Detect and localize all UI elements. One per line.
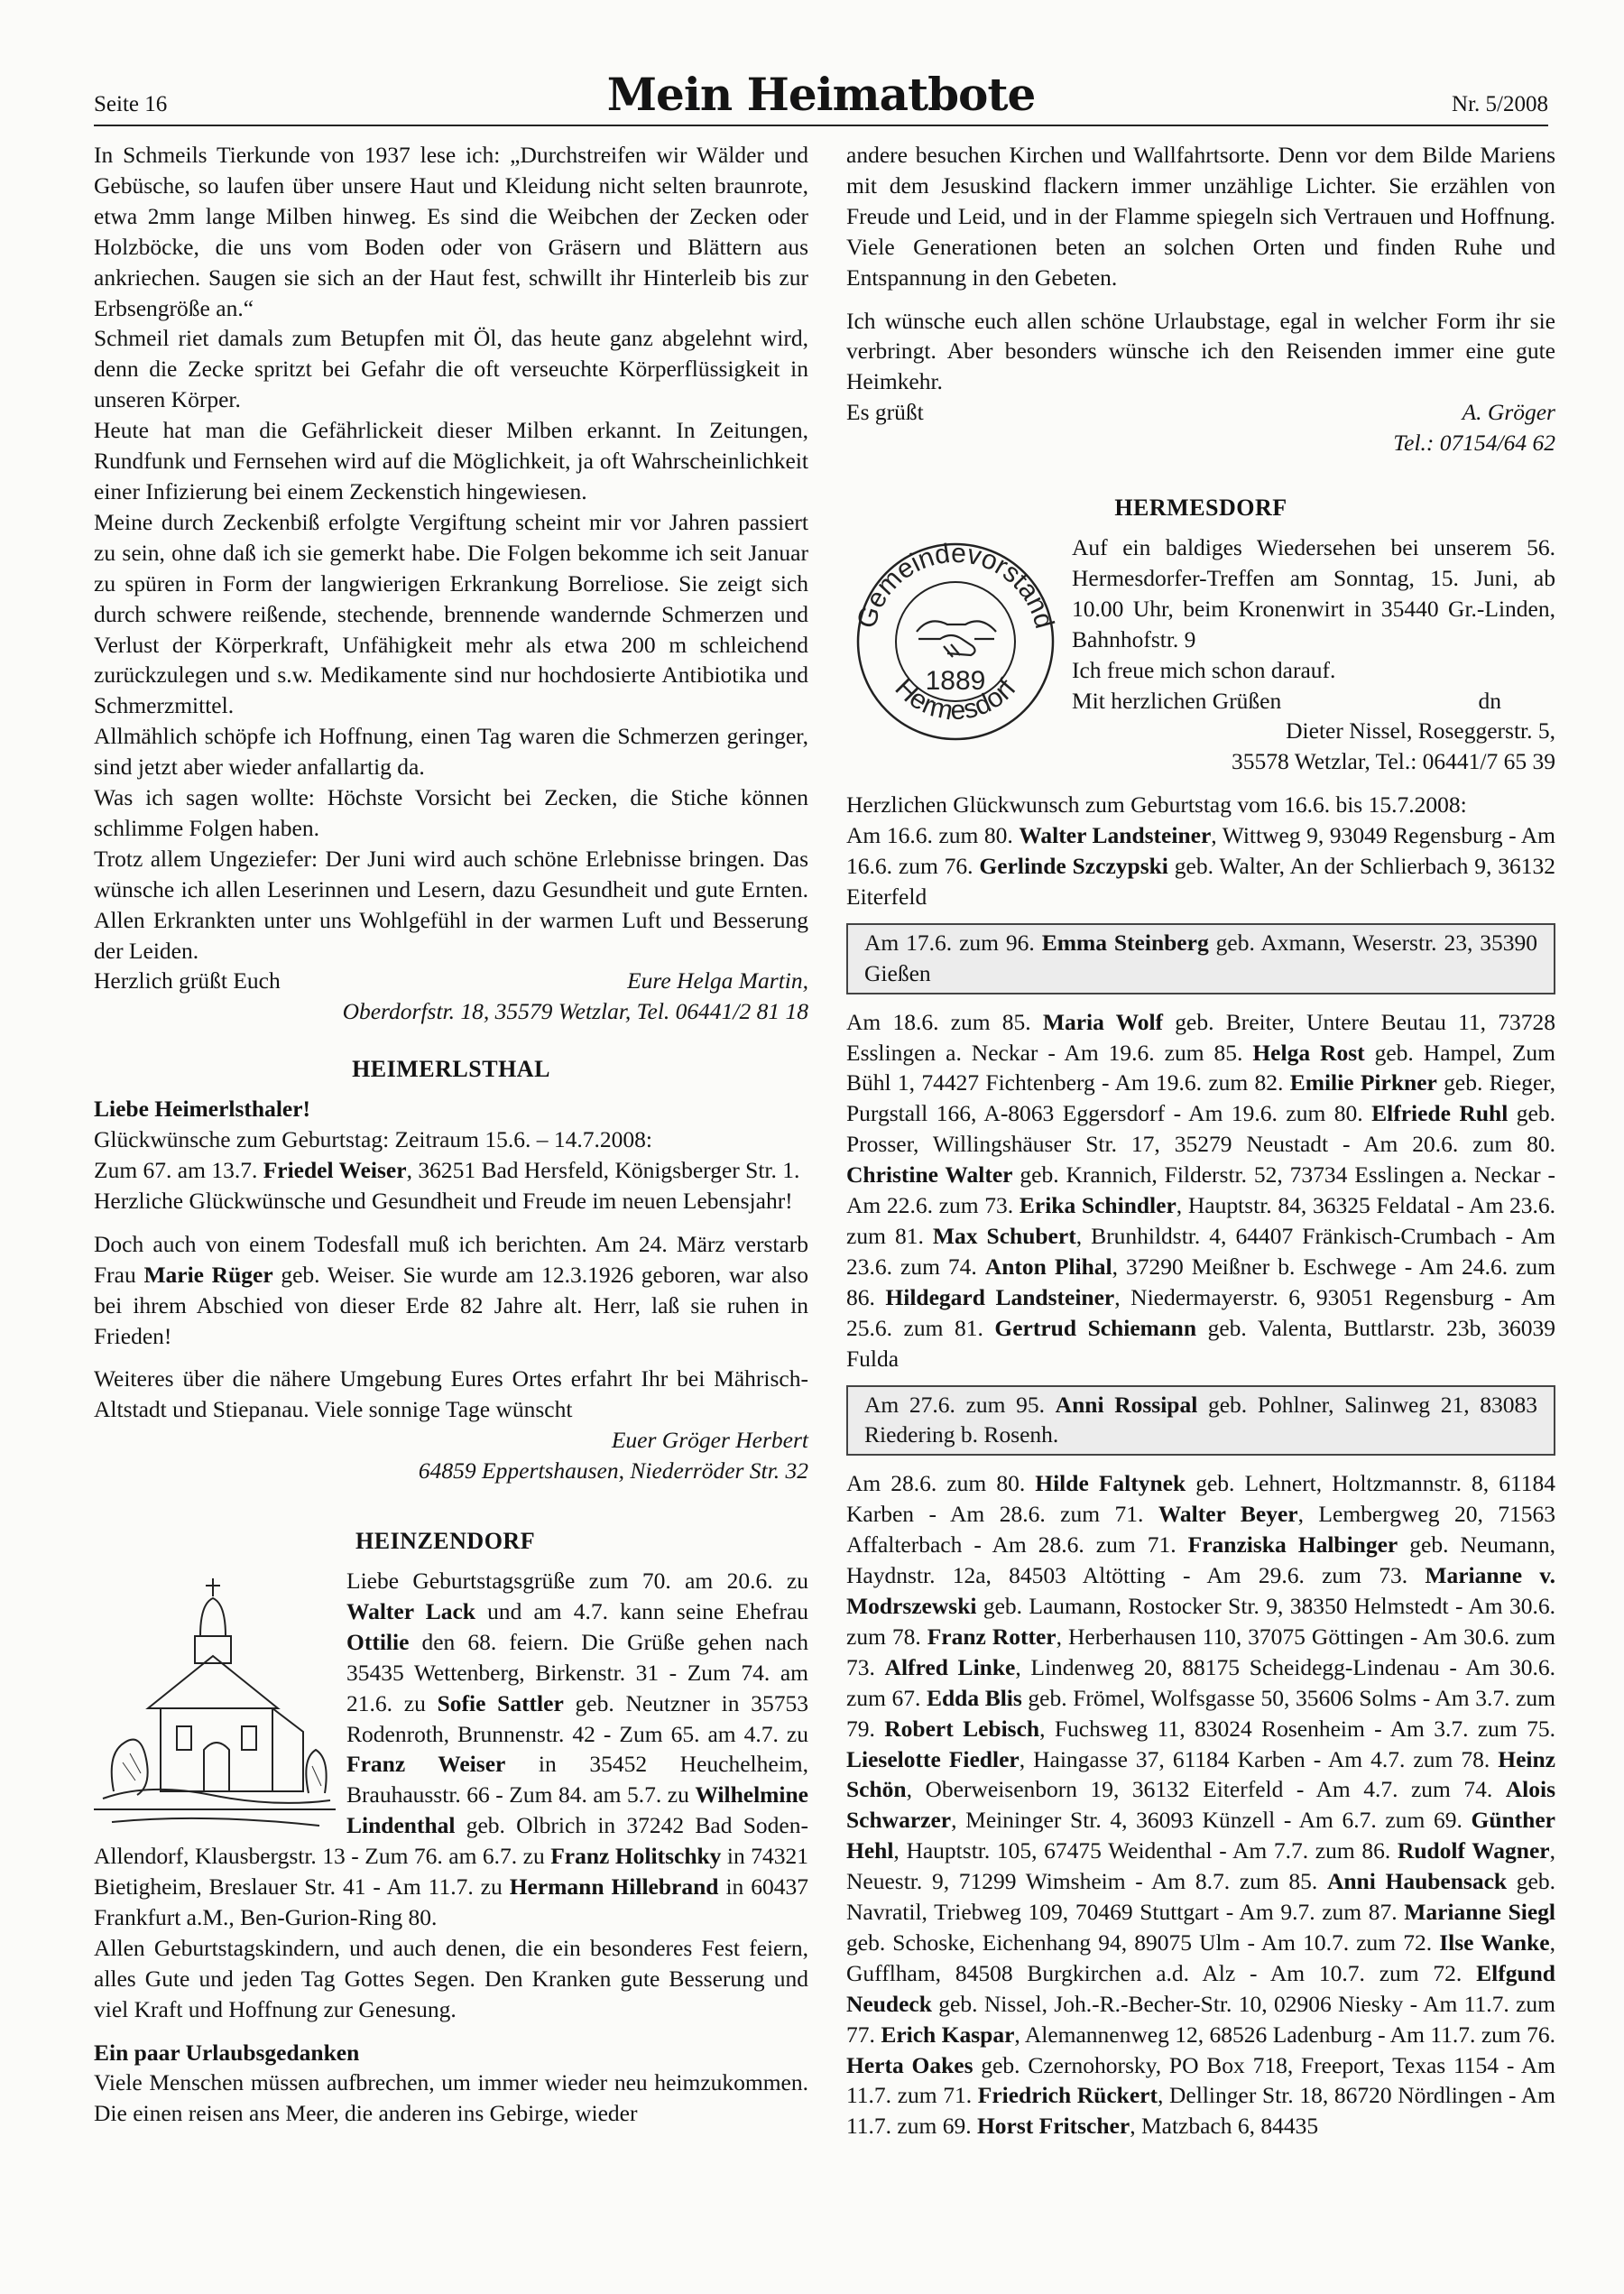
celebrant-name: Elfriede Ruhl: [1371, 1100, 1509, 1127]
celebrant-name: Franz Rotter: [927, 1623, 1057, 1650]
entry-text: Am 17.6. zum 96.: [864, 929, 1042, 956]
entry-text: geb. Krannich, Filderstr. 52, 73734 Esslingen a. Neckar - Am 22.6. zum 73.: [846, 1161, 1555, 1219]
celebrant-name: Anton Plihal: [984, 1253, 1112, 1280]
section-title-hermesdorf: HERMESDORF: [1114, 495, 1287, 522]
celebrant-name: Robert Lebisch: [884, 1715, 1040, 1742]
intro-paragraph-1: In Schmeils Tierkunde von 1937 lese ich: „Durchstreifen wir Wälder und Gebüsche, so laufen über unsere Haut und Kleidung nicht selten braunrote, etwa 2mm lange Milben hinweg. Es sind die Weibchen der Zecken oder Holzböcke, die uns vom Boden oder von Gräsern und Blättern aus ankriechen. Saugen sie sich an der Haut fest, schwillt ihr Hinterleib bis zur Erbsengröße an.“: [94, 142, 808, 321]
entry-text: , Haingasse 37, 61184 Karben - Am 4.7. zum 78.: [1019, 1745, 1499, 1772]
celebrant-name: Emilie Pirkner: [1289, 1069, 1437, 1096]
hermesdorf-address-2: 35578 Wetzlar, Tel.: 06441/7 65 39: [1232, 748, 1555, 775]
highlight-box-emma-steinberg: [846, 923, 1555, 994]
celebrant-name: Walter Landsteiner: [1019, 822, 1212, 849]
svg-text:Gemeindevorstand: [852, 539, 1059, 632]
entry-text: geb. Frömel, Wolfsgasse 50, 35606 Solms - Am 3.7. zum 79.: [846, 1684, 1555, 1742]
celebrant-name: Herta Oakes: [846, 2051, 973, 2078]
entry-text: geb. Rieger, Purgstall 166, A-8063 Eggersdorf - Am 19.6. zum 80.: [846, 1069, 1555, 1127]
holiday-thoughts-text: Viele Menschen müssen aufbrechen, um immer wieder neu heimzukommen. Die einen reisen ans Meer, die anderen ins Gebirge, wieder: [94, 2069, 808, 2127]
celebrant-name: Rudolf Wagner: [1397, 1837, 1550, 1864]
celebrant-name: Elfgund Neudeck: [846, 1959, 1555, 2017]
signature-groeger-herbert: Euer Gröger Herbert: [611, 1427, 808, 1454]
celebrant-name: Erich Kaspar: [881, 2021, 1015, 2048]
holiday-wish: Ich wünsche euch allen schöne Urlaubstage, egal in welcher Form ihr sie verbringt. Aber besonders wünsche ich den Reisenden immer eine gute Heimkehr.: [846, 307, 1555, 395]
entry-text: geb. Pohlner, Salinweg 21, 83083 Riedering b. Rosenh.: [864, 1391, 1538, 1448]
celebrant-name: Friedel Weiser: [263, 1157, 407, 1183]
highlight-entry: [864, 1390, 1537, 1451]
phone-a-groeger: Tel.: 07154/64 62: [1393, 430, 1555, 457]
celebrant-name: Gertrud Schiemann: [994, 1314, 1197, 1341]
church-drawing-icon: [94, 1573, 337, 1835]
celebrant-name: Ilse Wanke: [1439, 1929, 1550, 1956]
celebrant-name: Edda Blis: [926, 1684, 1022, 1711]
entry-text: , Alemannenweg 12, 68526 Ladenburg - Am 11.7. zum 76.: [1014, 2021, 1556, 2048]
entry-text: Am 18.6. zum 85.: [846, 1008, 1043, 1035]
entry-text: Zum 67. am 13.7.: [94, 1157, 263, 1183]
celebrant-name: Sofie Sattler: [437, 1689, 564, 1716]
celebrant-name: Gerlinde Szczypski: [979, 853, 1168, 880]
entry-text: geb. Weiser. Sie wurde am 12.3.1926 geboren, war also bei ihrem Abschied von dieser Erde 82 Jahre alt. Herr, laß sie ruhen in Frieden!: [94, 1261, 808, 1349]
celebrant-name: Max Schubert: [932, 1223, 1076, 1249]
greets-line: [846, 397, 1555, 428]
celebrant-name: Alfred Linke: [884, 1653, 1016, 1680]
celebrant-name: Wilhelmine Lindenthal: [346, 1781, 808, 1839]
entry-text: geb. Walter, An der Schlierbach 9, 36132 Eiterfeld: [846, 853, 1556, 910]
left-column: [94, 140, 808, 2129]
holiday-thoughts-title: Ein paar Urlaubsgedanken: [94, 2039, 360, 2066]
entry-text: geb. Hampel, Zum Bühl 1, 74427 Fichtenberg - Am 19.6. zum 82.: [846, 1039, 1556, 1096]
heimerlsthal-death-notice: [94, 1229, 808, 1352]
intro-paragraph-5: Allmählich schöpfe ich Hoffnung, einen Tag waren die Schmerzen geringer, sind jetzt aber wieder anfallartig da.: [94, 723, 808, 781]
entry-text: Doch auch von einem Todesfall muß ich berichten. Am 24. März verstarb Frau: [94, 1230, 808, 1288]
heimerlsthal-salutation: Liebe Heimerlsthaler!: [94, 1096, 311, 1123]
handshake-seal-icon: [846, 538, 1065, 742]
hermesdorf-joy: Ich freue mich schon darauf.: [1072, 656, 1336, 683]
section-title-heinzendorf: HEINZENDORF: [355, 1528, 536, 1555]
highlight-entry: [864, 928, 1537, 989]
entry-text: geb. Nissel, Joh.-R.-Becher-Str. 10, 02906 Niesky - Am 11.7. zum 77.: [846, 1990, 1555, 2048]
hermesdorf-invite: Auf ein baldiges Wiedersehen bei unserem 56. Hermesdorfer-Treffen am Sonntag, 15. Juni, ab 10.00 Uhr, beim Kronenwirt in 35440 Gr.-Linden, Bahnhofstr. 9: [1072, 533, 1555, 652]
celebrant-name: Günther Hehl: [846, 1807, 1555, 1864]
entry-text: , Brunhildstr. 4, 64407 Fränkisch-Crumbach - Am 23.6. zum 74.: [846, 1223, 1555, 1280]
entry-text: , Neuestr. 9, 71299 Wimsheim - Am 8.7. zum 85.: [846, 1837, 1555, 1895]
holiday-thoughts-continued: andere besuchen Kirchen und Wallfahrtsorte. Denn vor dem Bilde Mariens mit dem Jesuskind flackern immer unzählige Lichter. Sie erzählen von Freude und Leid, und in der Flamme spiegeln sich Vertrauen und Hoffnung. Viele Generationen beten an solchen Orten und finden Ruhe und Entspannung in den Gebeten.: [846, 142, 1555, 291]
hermesdorf-birthdays-2: [846, 1007, 1555, 1374]
celebrant-name: Erika Schindler: [1019, 1192, 1176, 1219]
entry-text: , Meininger Str. 4, 36093 Künzell - Am 6.7. zum 69.: [951, 1807, 1472, 1834]
entry-text: in 35452 Heuchelheim, Brauhausstr. 66 - Zum 84. am 5.7. zu: [346, 1751, 808, 1808]
intro-paragraph-7: Trotz allem Ungeziefer: Der Juni wird auch schöne Erlebnisse bringen. Das wünsche ich allen Leserinnen und Lesern, dazu Gesundheit und gute Ernten. Allen Erkrankten unter uns Wohlgefühl in der warmen Luft und Besserung der Leiden.: [94, 845, 808, 964]
entry-text: Am 27.6. zum 95.: [864, 1391, 1056, 1418]
entry-text: , Hauptstr. 105, 67475 Weidenthal - Am 7.7. zum 86.: [893, 1837, 1398, 1864]
celebrant-name: Franz Holitschky: [550, 1843, 722, 1870]
celebrant-name: Hildegard Landsteiner: [885, 1283, 1115, 1310]
celebrant-name: Lieselotte Fiedler: [846, 1745, 1020, 1772]
entry-text: in 60437 Frankfurt a.M., Ben-Gurion-Ring 80.: [94, 1873, 808, 1930]
celebrant-name: Maria Wolf: [1042, 1008, 1164, 1035]
entry-text: Am 16.6. zum 80.: [846, 822, 1020, 849]
entry-text: den 68. feiern. Die Grüße gehen nach 35435 Wettenberg, Birkenstr. 31 - Zum 74. am 21.6. zu: [346, 1628, 808, 1716]
deceased-name: Marie Rüger: [143, 1261, 273, 1288]
entry-text: Liebe Geburtstagsgrüße zum 70. am 20.6. zu: [346, 1567, 808, 1594]
entry-text: , 37290 Meißner b. Eschwege - Am 24.6. zum 86.: [846, 1253, 1555, 1310]
page-number: Seite 16: [94, 92, 168, 116]
highlight-box-anni-rossipal: [846, 1385, 1555, 1457]
celebrant-name: Marianne Siegl: [1404, 1899, 1555, 1926]
issue-number: Nr. 5/2008: [1452, 92, 1548, 116]
entry-text: und am 4.7. kann seine Ehefrau: [475, 1597, 809, 1624]
celebrant-name: Marianne v. Modrszewski: [846, 1562, 1555, 1619]
celebrant-name: Walter Lack: [346, 1597, 475, 1624]
celebrant-name: Franziska Halbinger: [1187, 1531, 1398, 1559]
greeting-line: [94, 966, 808, 996]
celebrant-name: Helga Rost: [1252, 1039, 1365, 1066]
hermesdorf-congrats: Herzlichen Glückwunsch zum Geburtstag vom 16.6. bis 15.7.2008:: [846, 791, 1467, 819]
heimerlsthal-entry: [94, 1155, 808, 1186]
greeting: Herzlich grüßt Euch: [94, 967, 281, 994]
entry-text: , Wittweg 9, 93049 Regensburg - Am 16.6. zum 76.: [846, 822, 1555, 880]
heimerlsthal-more: Weiteres über die nähere Umgebung Eures Ortes erfahrt Ihr bei Mährisch-Altstadt und Stiepanau. Viele sonnige Tage wünscht: [94, 1365, 808, 1423]
masthead-title: Mein Heimatbote: [606, 68, 1036, 121]
signature-helga: Eure Helga Martin,: [627, 967, 808, 994]
address-helga: Oberdorfstr. 18, 35579 Wetzlar, Tel. 06441/2 81 18: [342, 998, 808, 1025]
signature-a-groeger: A. Gröger: [1462, 399, 1555, 426]
entry-text: , Oberweisenborn 19, 36132 Eiterfeld - Am 4.7. zum 74.: [906, 1776, 1506, 1803]
celebrant-name: Ottilie: [346, 1628, 410, 1655]
entry-text: geb. Valenta, Buttlarstr. 23b, 36039 Fulda: [846, 1314, 1555, 1372]
celebrant-name: Alois Schwarzer: [846, 1776, 1555, 1834]
celebrant-name: Walter Beyer: [1158, 1501, 1298, 1528]
entry-text: geb. Lehnert, Holtzmannstr. 8, 61184 Karben - Am 28.6. zum 71.: [846, 1470, 1556, 1528]
celebrant-name: Friedrich Rückert: [977, 2082, 1158, 2109]
entry-text: , Hauptstr. 84, 36325 Feldatal - Am 23.6. zum 81.: [846, 1192, 1556, 1249]
entry-text: , Herberhausen 110, 37075 Göttingen - Am 30.6. zum 73.: [846, 1623, 1555, 1680]
entry-text: geb. Czernohorsky, PO Box 718, Freeport, Texas 1154 - Am 11.7. zum 71.: [846, 2051, 1555, 2109]
entry-text: geb. Olbrich in 37242 Bad Soden-Allendorf, Klausbergstr. 13 - Zum 76. am 6.7. zu: [94, 1812, 808, 1870]
entry-text: geb. Prosser, Willingshäuser Str. 17, 35279 Neustadt - Am 20.6. zum 80.: [846, 1100, 1555, 1158]
entry-text: , Matzbach 6, 84435: [1130, 2113, 1319, 2140]
section-title-heimerlsthal: HEIMERLSTHAL: [352, 1056, 550, 1083]
celebrant-name: Franz Weiser: [346, 1751, 506, 1778]
celebrant-name: Hermann Hillebrand: [509, 1873, 719, 1901]
hermesdorf-regards: Mit herzlichen Grüßen: [1072, 687, 1282, 714]
heinzendorf-closing: Allen Geburtstagskindern, und auch denen, die ein besonderes Fest feiern, alles Gute und jeden Tag Gottes Segen. Den Kranken gute Besserung und viel Kraft und Hoffnung zur Genesung.: [94, 1934, 808, 2022]
hermesdorf-birthdays-3: [846, 1468, 1555, 2141]
entry-text: geb. Laumann, Rostocker Str. 9, 38350 Helmstedt - Am 30.6. zum 78.: [846, 1592, 1555, 1650]
entry-text: geb. Axmann, Weserstr. 23, 35390 Gießen: [864, 929, 1537, 986]
hermesdorf-birthdays-1: [846, 820, 1555, 912]
entry-text: , Dellinger Str. 18, 86720 Nördlingen - Am 11.7. zum 69.: [846, 2082, 1555, 2140]
entry-text: geb. Neumann, Haydnstr. 12a, 84503 Altötting - Am 29.6. zum 73.: [846, 1531, 1555, 1589]
entry-text: , Niedermayerstr. 6, 93051 Regensburg - Am 25.6. zum 81.: [846, 1283, 1555, 1341]
entry-text: Am 28.6. zum 80.: [846, 1470, 1036, 1497]
intro-paragraph-2: Schmeil riet damals zum Betupfen mit Öl, das heute ganz abgelehnt wird, denn die Zecke spritzt bei Gefahr die oft verseuchte Körperflüssigkeit in unseren Körper.: [94, 325, 808, 413]
celebrant-name: Emma Steinberg: [1041, 929, 1209, 956]
entry-text: geb. Navratil, Triebweg 109, 70469 Stuttgart - Am 9.7. zum 87.: [846, 1868, 1555, 1926]
entry-text: , Gufflham, 84508 Burgkirchen a.d. Alz - Am 10.7. zum 72.: [846, 1929, 1555, 1986]
seal-year: 1889: [925, 665, 986, 696]
page-header: [94, 43, 1548, 126]
entry-text: , Lembergweg 20, 71563 Affalterbach - Am 28.6. zum 71.: [846, 1501, 1556, 1559]
entry-text: , Lindenweg 20, 88175 Scheidegg-Lindenau - Am 30.6. zum 67.: [846, 1653, 1556, 1711]
intro-paragraph-6: Was ich sagen wollte: Höchste Vorsicht bei Zecken, die Stiche können schlimme Folgen haben.: [94, 784, 808, 841]
celebrant-name: Anni Haubensack: [1326, 1868, 1508, 1895]
entry-text: , Fuchsweg 11, 83024 Rosenheim - Am 3.7. zum 75.: [1039, 1715, 1556, 1742]
celebrant-name: Heinz Schön: [846, 1745, 1555, 1803]
heimerlsthal-wishes: Herzliche Glückwünsche und Gesundheit und Freude im neuen Lebensjahr!: [94, 1187, 793, 1214]
seal-text-bottom: Hermesdorf: [889, 672, 1022, 726]
hermesdorf-regards-line: [1072, 686, 1555, 717]
right-column: [846, 140, 1555, 2141]
address-groeger-herbert: 64859 Eppertshausen, Niederröder Str. 32: [418, 1457, 808, 1485]
heimerlsthal-intro: Glückwünsche zum Geburtstag: Zeitraum 15.6. – 14.7.2008:: [94, 1126, 652, 1153]
celebrant-name: Hilde Faltynek: [1035, 1470, 1186, 1497]
entry-text: in 74321 Bietigheim, Breslauer Str. 41 - Am 11.7. zu: [94, 1843, 808, 1901]
entry-text: geb. Schoske, Eichenhang 94, 89075 Ulm - Am 10.7. zum 72.: [846, 1929, 1440, 1956]
entry-text: geb. Neutzner in 35753 Rodenroth, Brunnenstr. 42 - Zum 65. am 4.7. zu: [346, 1689, 808, 1747]
entry-text: geb. Breiter, Untere Beutau 11, 73728 Esslingen a. Neckar - Am 19.6. zum 85.: [846, 1008, 1555, 1066]
hermesdorf-initials: dn: [1478, 687, 1501, 714]
intro-paragraph-4: Meine durch Zeckenbiß erfolgte Vergiftung scheint mir vor Jahren passiert zu sein, ohne daß ich sie gemerkt habe. Die Folgen bekomme ich seit Januar zu spüren in Form der langwierigen Erkrankung Borreliose. Sie zeigt sich durch schwere reißende, stechende, brennende wandernde Schmerzen und Verlust der Körperkraft, Unfähigkeit mehr als etwa 200 m schleichend zurückzulegen und s.w. Medikamente sind nur hochdosierte Antibiotika und Schmerzmittel.: [94, 508, 808, 719]
celebrant-name: Christine Walter: [846, 1161, 1013, 1189]
intro-paragraph-3: Heute hat man die Gefährlickeit dieser Milben erkannt. In Zeitungen, Rundfunk und Fernsehen wird auf die Möglichkeit, ja oft Wahrscheinlichkeit einer Infizierung bei einem Zeckenstich hingewiesen.: [94, 417, 808, 504]
entry-text: , 36251 Bad Hersfeld, Königsberger Str. 1.: [406, 1157, 800, 1183]
hermesdorf-address-1: Dieter Nissel, Roseggerstr. 5,: [1286, 717, 1555, 745]
seal-text-top: Gemeindevorstand: [851, 538, 1060, 633]
celebrant-name: Anni Rossipal: [1055, 1391, 1198, 1418]
celebrant-name: Horst Fritscher: [976, 2113, 1130, 2140]
greets: Es grüßt: [846, 399, 924, 426]
